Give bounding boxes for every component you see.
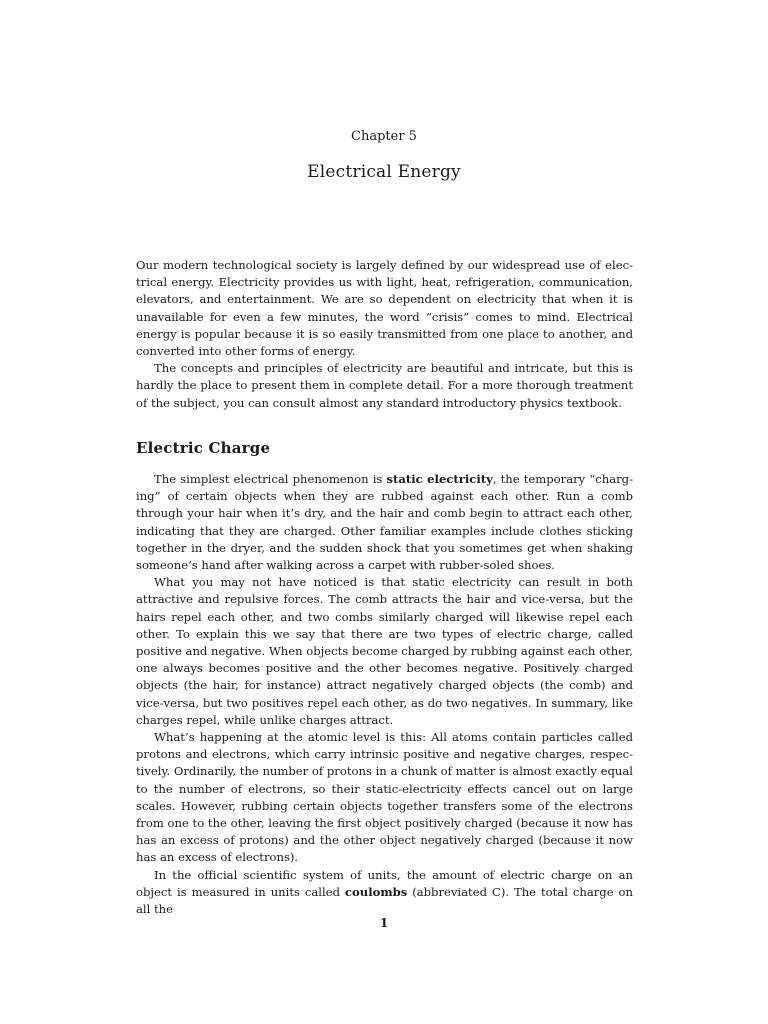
key-term-static-electricity: static electricity (386, 472, 493, 486)
section-paragraph-2: What you may not have noticed is that static electricity can result in both attractive and repulsive forces. The comb attracts the hair and vice-versa, but the hairs repel each other, and two combs similarly charged will likewise repel each other. To explain this we say that there are two types of electric charge, called positive and negative. When objects become charged by rubbing against each other, one always becomes positive and the other becomes negative. Positively charged objects (the hair, for instance) attract negatively charged objects (the comb) and vice-versa, but two positives repel each other, as do two negatives. In summary, like charges repel, while unlike charges attract. (136, 575, 633, 727)
section-paragraph-3: What’s happening at the atomic level is this: All atoms contain particles called protons and electrons, which carry intrinsic positive and negative charges, respectively. Ordinarily, the number of protons in a chunk of matter is almost exactly equal to the number of electrons, so their static-electricity effects cancel out on large scales. However, rubbing certain objects together transfers some of the electrons from one to the other, leaving the first object positively charged (because it now has has an excess of protons) and the other object negatively charged (because it now has an excess of electrons). (136, 730, 633, 865)
intro-paragraph-1: Our modern technological society is largely defined by our widespread use of electrical energy. Electricity provides us with light, heat, refrigeration, communication, elevators, and entertainment. We are so dependent on electricity that when it is unavailable for even a few minutes, the word “crisis” comes to mind. Electrical energy is popular because it is so easily transmitted from one place to another, and converted into other forms of energy. (136, 258, 633, 359)
intro-block (136, 257, 633, 412)
page-number: 1 (379, 916, 389, 930)
chapter-label: Chapter 5 (351, 129, 417, 144)
paragraph-text: In the official scientific system of units, the amount of electric charge on an object is measured in units called (136, 867, 633, 899)
paragraph-text: , the temporary “charging” of certain objects when they are rubbed against each other. Run a comb through your hair when it’s dry, and the hair and comb begin to attract each other, indicating that they are charged. Other familiar examples include clothes sticking together in the dryer, and the sudden shock that you sometimes get when shaking someone’s hand after walking across a carpet with rubber-soled shoes. (136, 472, 634, 573)
paragraph-text: The simplest electrical phenomenon is (154, 472, 387, 486)
chapter-title: Electrical Energy (307, 162, 461, 182)
paragraph-text: (abbreviated C). The total charge on all the (136, 884, 633, 917)
section-paragraph-4 (136, 867, 633, 919)
key-term-coulombs: coulombs (344, 884, 408, 899)
intro-paragraph-2: The concepts and principles of electricity are beautiful and intricate, but this is hardly the place to present them in complete detail. For a more thorough treatment of the subject, you can consult almost any standard introductory physics textbook. (136, 361, 633, 410)
section-paragraph-1 (136, 471, 633, 574)
section-heading: Electric Charge (136, 439, 271, 457)
section-electric-charge (136, 438, 633, 918)
